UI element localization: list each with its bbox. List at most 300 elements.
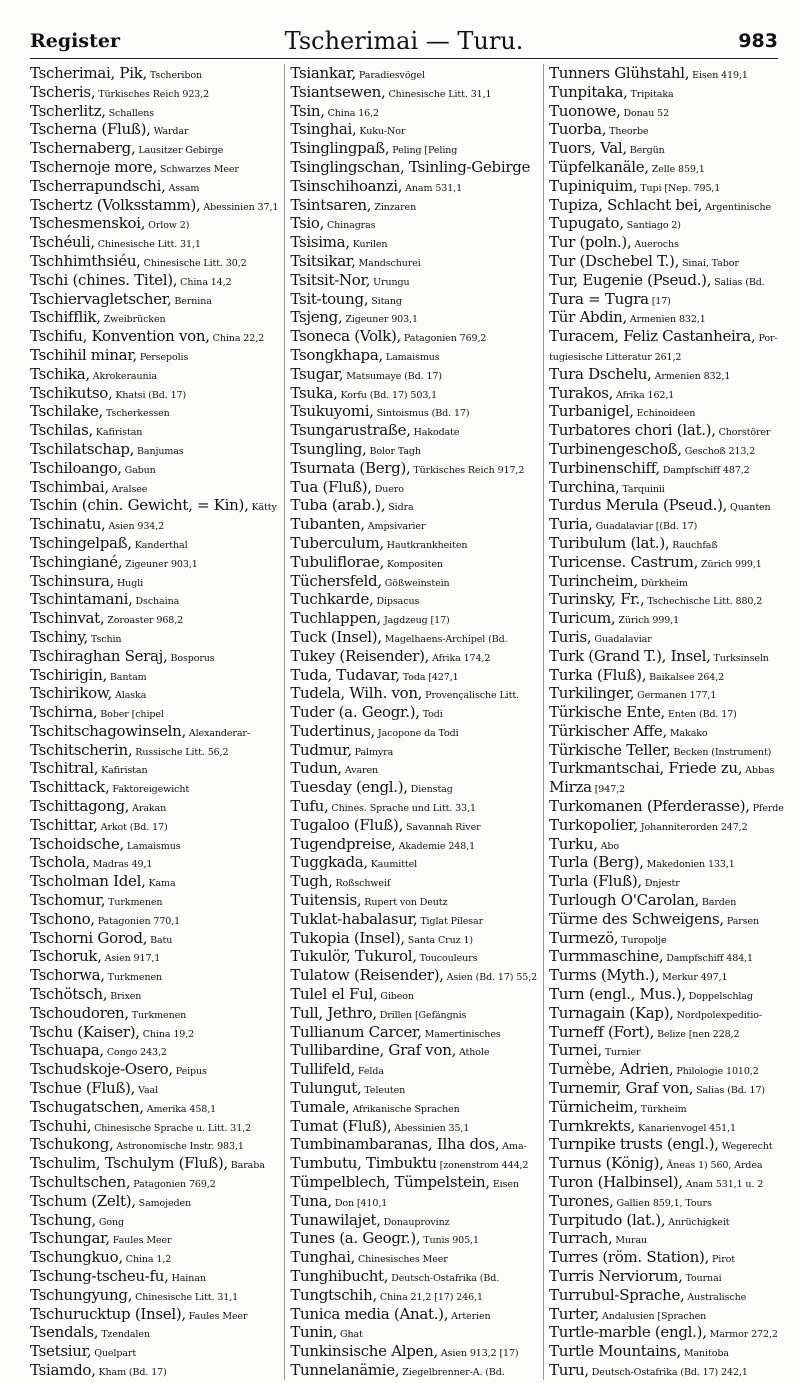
entry-reference: Afrikanische Sprachen	[352, 1103, 460, 1115]
entry-term: Tsio,	[290, 214, 325, 233]
entry-term: Tsuka,	[290, 383, 338, 402]
index-entry	[290, 609, 537, 628]
index-entry	[549, 177, 784, 196]
entry-term: Tschirigin,	[30, 665, 107, 684]
index-entry	[290, 1079, 537, 1098]
entry-reference: Akrokeraunia	[92, 370, 157, 382]
register-label: Register	[30, 30, 120, 52]
entry-term: Turacem, Feliz Castanheira,	[549, 327, 756, 346]
entry-reference: Kanarienvogel 451,1	[637, 1122, 736, 1134]
index-entry	[549, 421, 784, 440]
index-entry	[30, 421, 278, 440]
entry-reference: Khatsi (Bd. 17)	[115, 389, 187, 401]
index-entry	[30, 271, 278, 290]
index-entry	[290, 1361, 537, 1380]
entry-term: Turincheim,	[549, 571, 638, 590]
entry-term: Tunes (a. Geogr.),	[290, 1229, 421, 1248]
index-entry	[30, 1041, 278, 1060]
entry-term: Turinsky, Fr.,	[549, 590, 645, 609]
entry-term: Tschernaberg,	[30, 139, 136, 158]
entry-reference: Schallens	[108, 107, 155, 119]
index-entry	[290, 1041, 537, 1060]
entry-term: Tunghai,	[290, 1248, 356, 1267]
entry-reference: China 16,2	[327, 107, 379, 119]
entry-reference: Bober [chipel	[100, 709, 164, 721]
entry-reference: Turkmenen	[131, 1009, 187, 1021]
entry-reference: Zinzaren	[374, 201, 417, 213]
entry-reference: Germanen 177,1	[637, 690, 717, 702]
entry-term: Tsinghai,	[290, 120, 357, 139]
entry-term: Tscholman Idel,	[30, 872, 146, 891]
entry-term: Tschulim, Tschulym (Fluß),	[30, 1154, 228, 1173]
entry-term: Tsetsiur,	[30, 1342, 92, 1361]
entry-term: Tudela, Wilh. von,	[290, 684, 423, 703]
index-entry	[30, 835, 278, 854]
index-entry	[549, 271, 784, 290]
entry-term: Tschu (Kaiser),	[30, 1022, 140, 1041]
index-entry	[549, 703, 784, 722]
index-entry	[290, 553, 537, 572]
entry-term: Tunin,	[290, 1323, 338, 1342]
entry-reference: Santiago 2)	[626, 220, 681, 232]
entry-reference: Bernina	[174, 295, 212, 307]
entry-reference: Murau	[615, 1235, 648, 1247]
index-entry	[30, 196, 278, 215]
entry-term: Tumbinambaranas, Ilha dos,	[290, 1135, 500, 1154]
index-entry	[549, 1342, 784, 1361]
entry-reference: Gallien 859,1, Tours	[616, 1197, 712, 1209]
entry-term: Tsendals,	[30, 1323, 99, 1342]
entry-reference: Anrüchigkeit	[668, 1216, 730, 1228]
index-entry	[549, 666, 784, 685]
entry-term: Tschirikow,	[30, 684, 113, 703]
index-entry	[30, 891, 278, 910]
entry-term: Tur (Dschebel T.),	[549, 251, 680, 270]
entry-term: Turdus Merula (Pseud.),	[549, 496, 728, 515]
entry-reference: Rupert von Deutz	[364, 897, 448, 909]
index-entry	[290, 966, 537, 985]
entry-term: Turon (Halbinsel),	[549, 1173, 683, 1192]
index-entry	[290, 1286, 537, 1305]
index-entry	[549, 1173, 784, 1192]
entry-reference: Korfu (Bd. 17) 503,1	[340, 389, 438, 401]
entry-term: Tschifu, Konvention von,	[30, 327, 210, 346]
index-entry	[549, 966, 784, 985]
index-entry	[549, 816, 784, 835]
entry-reference: Telеuten	[364, 1085, 406, 1097]
index-entry	[549, 797, 784, 816]
entry-reference: Tscheribon	[149, 70, 202, 81]
entry-reference: Faktoreigewicht	[112, 784, 190, 796]
index-entry	[290, 1060, 537, 1079]
index-entry	[549, 1004, 784, 1023]
index-entry	[549, 233, 784, 252]
index-entry	[30, 609, 278, 628]
entry-term: Tunawilajet,	[290, 1210, 381, 1229]
entry-term: Tupugato,	[549, 214, 624, 233]
index-entry	[30, 703, 278, 722]
entry-reference: Toucouleurs	[419, 953, 478, 965]
entry-reference: Ghat	[340, 1329, 363, 1341]
entry-reference: Alexanderar-	[188, 727, 250, 739]
entry-term: Tschungkuo,	[30, 1248, 123, 1267]
entry-reference: Becken (Instrument)	[673, 746, 772, 758]
entry-term: Tschiny,	[30, 627, 88, 646]
entry-term: Tsugar,	[290, 364, 344, 383]
entry-term: Tunners Glühstahl,	[549, 64, 690, 82]
index-entry	[549, 572, 784, 591]
entry-reference: Brixen	[110, 991, 142, 1003]
index-entry	[290, 722, 537, 741]
entry-term: Mirza	[549, 778, 592, 797]
entry-reference: Türkisches Reich 923,2	[98, 88, 210, 100]
index-entry	[549, 647, 784, 666]
index-entry	[549, 1041, 784, 1060]
entry-reference: Ziegelbrenner-A. (Bd.	[402, 1366, 505, 1378]
entry-reference: Todi	[422, 709, 443, 721]
entry-term: Turis,	[549, 627, 592, 646]
index-entry	[549, 759, 784, 778]
entry-term: Tullifeld,	[290, 1060, 355, 1079]
index-entry	[290, 1098, 537, 1117]
entry-term: Tschurucktup (Insel),	[30, 1304, 186, 1323]
entry-reference: Patagonien 769,2	[133, 1179, 216, 1191]
entry-term: Tschoruk,	[30, 947, 102, 966]
index-entry	[30, 177, 278, 196]
entry-reference: Santa Cruz 1)	[407, 934, 473, 946]
entry-term: Turkmantschai, Friede zu,	[549, 759, 743, 778]
entry-term: Tschomur,	[30, 891, 106, 910]
index-entry	[549, 910, 784, 929]
entry-reference: Guadalaviar [(Bd. 17)	[595, 521, 698, 533]
entry-term: Turchina,	[549, 477, 620, 496]
entry-reference: Tarquinii	[622, 483, 665, 495]
entry-reference: Afrika 174,2	[432, 652, 491, 664]
entry-reference: Aralsee	[111, 483, 148, 495]
entry-reference: Arterien	[451, 1310, 491, 1322]
index-entry	[290, 590, 537, 609]
entry-term: Tschhimthsiéu,	[30, 251, 141, 270]
entry-term: Tschittack,	[30, 778, 110, 797]
entry-term: Tuda, Tudavar,	[290, 665, 400, 684]
index-entry	[290, 1248, 537, 1267]
entry-reference: Kätty	[251, 502, 277, 514]
entry-reference: Faules Meer	[112, 1235, 172, 1247]
entry-reference: Rauchfaß	[672, 539, 718, 551]
entry-term: Tunkinsische Alpen,	[290, 1342, 438, 1361]
entry-term: Tubanten,	[290, 515, 365, 534]
entry-term: Turbinenschiff,	[549, 458, 660, 477]
entry-reference: Deutsch-Ostafrika (Bd.	[391, 1273, 500, 1284]
index-entry	[549, 553, 784, 572]
entry-reference: Belize [nen 228,2	[657, 1028, 740, 1040]
index-entry	[290, 402, 537, 421]
entry-reference: Chinagras	[326, 220, 376, 232]
entry-reference: Dipsacus	[376, 596, 420, 608]
entry-reference: Orlow 2)	[148, 220, 190, 232]
entry-reference: Hugli	[117, 577, 144, 589]
index-entry	[30, 1135, 278, 1154]
index-entry	[30, 1004, 278, 1023]
entry-term: Tulel el Ful,	[290, 985, 378, 1004]
index-entry	[30, 308, 278, 327]
entry-reference: Kham (Bd. 17)	[98, 1366, 167, 1378]
index-entry	[290, 816, 537, 835]
index-entry	[549, 1361, 784, 1380]
entry-term: Türkische Ente,	[549, 703, 666, 722]
index-entry	[549, 496, 784, 515]
entry-reference: Banjumas	[137, 445, 184, 457]
entry-reference: Hakodate	[413, 427, 460, 439]
entry-reference: Ampsivarier	[367, 521, 426, 533]
entry-reference: Merkur 497,1	[662, 972, 728, 984]
entry-term: Tsit-toung,	[290, 289, 369, 308]
entry-reference: Kafiristan	[95, 427, 143, 439]
entry-reference: Theorbe	[609, 126, 649, 138]
entry-reference: Congo 243,2	[106, 1047, 167, 1059]
index-entry	[549, 196, 784, 215]
entry-term: Tupiniquim,	[549, 176, 638, 195]
index-entry	[30, 102, 278, 121]
entry-term: Turkilinger,	[549, 684, 635, 703]
index-entry	[290, 440, 537, 459]
entry-reference: Doppelschlag	[688, 991, 753, 1003]
entry-term: Tupiza, Schlacht bei,	[549, 195, 703, 214]
entry-term: Tüchersfeld,	[290, 571, 382, 590]
entry-term: Tschorni Gorod,	[30, 928, 148, 947]
index-entry	[549, 1023, 784, 1042]
index-entry	[30, 83, 278, 102]
entry-reference: Guadalaviar	[594, 633, 652, 645]
entry-term: Tungtschih,	[290, 1285, 377, 1304]
entry-reference: Zürich 999,1	[700, 558, 762, 570]
index-entry	[30, 459, 278, 478]
entry-reference: Zigeuner 903,1	[345, 314, 418, 326]
entry-reference: Patagonien 769,2	[403, 333, 487, 345]
index-entry	[549, 308, 784, 327]
entry-reference: Kompositen	[387, 558, 443, 570]
entry-reference: Arakan	[132, 803, 167, 815]
entry-term: Tumat (Fluß),	[290, 1116, 392, 1135]
index-entry	[549, 1286, 784, 1305]
index-entry	[290, 1154, 537, 1173]
entry-reference: Hainan	[171, 1273, 206, 1284]
entry-reference: Gong	[98, 1216, 124, 1228]
entry-reference: Dampfschiff 484,1	[666, 953, 754, 965]
index-entry	[290, 496, 537, 515]
index-entry	[549, 534, 784, 553]
index-entry	[549, 1229, 784, 1248]
entry-term: Tschéuli,	[30, 233, 95, 252]
entry-reference: China 14,2	[180, 276, 232, 288]
entry-term: Tuder (a. Geogr.),	[290, 703, 420, 722]
index-entry	[290, 290, 537, 309]
entry-reference: Palmyra	[354, 746, 394, 758]
index-entry	[30, 440, 278, 459]
index-entry	[30, 1248, 278, 1267]
entry-term: Tschintamani,	[30, 590, 133, 609]
entry-reference: Äneas 1) 560, Ardea	[666, 1160, 763, 1172]
entry-reference: Quanten	[730, 502, 771, 514]
entry-reference: Zweibrücken	[103, 314, 166, 326]
entry-reference: Donau 52	[623, 107, 670, 119]
entry-reference: Tscherkessen	[105, 408, 170, 420]
entry-reference: [17)	[651, 295, 671, 307]
entry-reference: Enten (Bd. 17)	[667, 709, 737, 721]
entry-term: Tschungar,	[30, 1229, 110, 1248]
index-entry	[30, 214, 278, 233]
entry-term: Tunnelanämie,	[290, 1360, 400, 1379]
index-entry	[549, 1192, 784, 1211]
index-entry	[290, 478, 537, 497]
entry-term: Tschi (chines. Titel),	[30, 270, 178, 289]
entry-term: Tsinschihoanzi,	[290, 176, 403, 195]
index-entry	[549, 1060, 784, 1079]
entry-term: Turicense. Castrum,	[549, 552, 699, 571]
page-header	[30, 24, 778, 59]
entry-reference: Salias (Bd. 17)	[696, 1085, 766, 1097]
entry-reference: Patagonien 770,1	[97, 915, 181, 927]
entry-reference: Batu	[150, 934, 173, 946]
entry-reference: Abessinien 37,1	[203, 201, 279, 213]
entry-term: Tschingelpaß,	[30, 533, 132, 552]
entry-reference: Lamaismus	[126, 840, 181, 852]
index-entry	[30, 534, 278, 553]
entry-term: Turbatores chori (lat.),	[549, 421, 716, 440]
entry-reference: Eisen	[492, 1179, 519, 1191]
entry-reference: Auerochs	[634, 239, 679, 251]
entry-reference: Donauprovinz	[383, 1216, 450, 1228]
index-entry	[290, 1342, 537, 1361]
entry-reference: [zonenstrom 444,2	[439, 1160, 529, 1172]
index-entry	[290, 647, 537, 666]
entry-term: Turibulum (lat.),	[549, 533, 670, 552]
entry-term: Turu,	[549, 1360, 589, 1379]
entry-term: Tschono,	[30, 909, 95, 928]
entry-term: Tullibardine, Graf von,	[290, 1041, 457, 1060]
index-entry	[290, 910, 537, 929]
index-entry	[290, 158, 537, 177]
index-entry	[549, 102, 784, 121]
entry-reference: Eisen 419,1	[692, 70, 748, 81]
index-entry	[30, 365, 278, 384]
entry-term: Tscherrapundschi,	[30, 176, 166, 195]
index-entry	[30, 1323, 278, 1342]
index-entry	[30, 947, 278, 966]
entry-reference: Chinesische Litt. 31,1	[135, 1291, 239, 1303]
entry-term: Turka (Fluß),	[549, 665, 647, 684]
entry-term: Turmmaschine,	[549, 947, 664, 966]
entry-reference: Urungu	[373, 276, 410, 288]
entry-term: Tschertz (Volksstamm),	[30, 195, 201, 214]
entry-reference: Don [410,1	[334, 1197, 388, 1209]
entry-term: Turlough O'Carolan,	[549, 891, 699, 910]
index-entry	[30, 1173, 278, 1192]
entry-term: Turrach,	[549, 1229, 613, 1248]
index-entry	[549, 158, 784, 177]
entry-term: Tuesday (engl.),	[290, 778, 408, 797]
entry-reference: Armenien 832,1	[654, 370, 731, 382]
entry-term: Tuorba,	[549, 120, 607, 139]
entry-term: Tschugatschen,	[30, 1097, 144, 1116]
index-entry	[549, 722, 784, 741]
entry-reference: Arkot (Bd. 17)	[100, 821, 168, 833]
entry-term: Tschinsura,	[30, 571, 115, 590]
index-entry	[549, 139, 784, 158]
index-entry	[30, 553, 278, 572]
entry-reference: Chinesische Litt. 30,2	[143, 257, 247, 269]
entry-reference: Geschoß 213,2	[684, 445, 756, 457]
entry-term: Turbanigel,	[549, 402, 634, 421]
entry-reference: Persepolis	[139, 351, 189, 363]
entry-term: Türkischer Affe,	[549, 721, 667, 740]
index-entry	[290, 365, 537, 384]
index-entry	[290, 666, 537, 685]
entry-reference: Gabun	[124, 464, 156, 476]
entry-term: Tuck (Insel),	[290, 627, 382, 646]
entry-term: Tsongkhapa,	[290, 345, 383, 364]
entry-term: Turneff (Fort),	[549, 1022, 655, 1041]
index-entry	[290, 797, 537, 816]
entry-reference: Avaren	[344, 765, 379, 777]
entry-reference: Baraba	[230, 1160, 265, 1172]
entry-reference: Parsen	[726, 915, 760, 927]
entry-term: Tufu,	[290, 797, 329, 816]
entry-term: Tschesmenskoi,	[30, 214, 146, 233]
entry-term: Tschue (Fluß),	[30, 1079, 136, 1098]
entry-reference: Pferde	[752, 803, 784, 815]
index-entry	[290, 929, 537, 948]
entry-reference: Feldа	[357, 1066, 384, 1078]
entry-reference: Madras 49,1	[92, 859, 153, 871]
entry-reference: Wegerecht	[721, 1141, 773, 1153]
entry-term: Tscherlitz,	[30, 101, 106, 120]
entry-reference: Baikalsee 264,2	[649, 671, 725, 683]
index-entry	[30, 402, 278, 421]
entry-term: Tschung,	[30, 1210, 96, 1229]
entry-term: Tsurnata (Berg),	[290, 458, 411, 477]
entry-term: Turter,	[549, 1304, 600, 1323]
entry-term: Tunghibucht,	[290, 1267, 389, 1285]
index-entry	[549, 459, 784, 478]
entry-term: Tschernoje more,	[30, 157, 157, 176]
entry-reference: Nordpolexpeditio-	[676, 1009, 763, 1021]
index-entry	[290, 83, 537, 102]
entry-term: Tschitscherin,	[30, 740, 133, 759]
index-entry	[30, 290, 278, 309]
entry-term: Turtle Mountains,	[549, 1342, 681, 1361]
entry-reference: Anam 531,1 u. 2	[685, 1179, 764, 1191]
entry-term: Turnagain (Kap),	[549, 1003, 674, 1022]
index-entry	[30, 816, 278, 835]
entry-term: Tuchlappen,	[290, 609, 382, 628]
index-entry	[290, 853, 537, 872]
entry-term: Turms (Myth.),	[549, 966, 660, 985]
entry-reference: Lamaismus	[385, 351, 440, 363]
entry-term: Tullianum Carcer,	[290, 1022, 422, 1041]
entry-term: Turkomanen (Pferderasse),	[549, 797, 750, 816]
entry-reference: Zürich 999,1	[618, 615, 680, 627]
entry-reference: Barden	[701, 897, 737, 909]
index-entry	[30, 120, 278, 139]
entry-term: Tscheris,	[30, 82, 96, 101]
index-entry	[30, 1229, 278, 1248]
entry-reference: Assam	[168, 182, 200, 194]
entry-term: Turla (Fluß),	[549, 872, 642, 891]
entry-term: Turnèbe, Adrien,	[549, 1060, 674, 1079]
entry-term: Tunica media (Anat.),	[290, 1304, 449, 1323]
index-entry	[30, 1079, 278, 1098]
